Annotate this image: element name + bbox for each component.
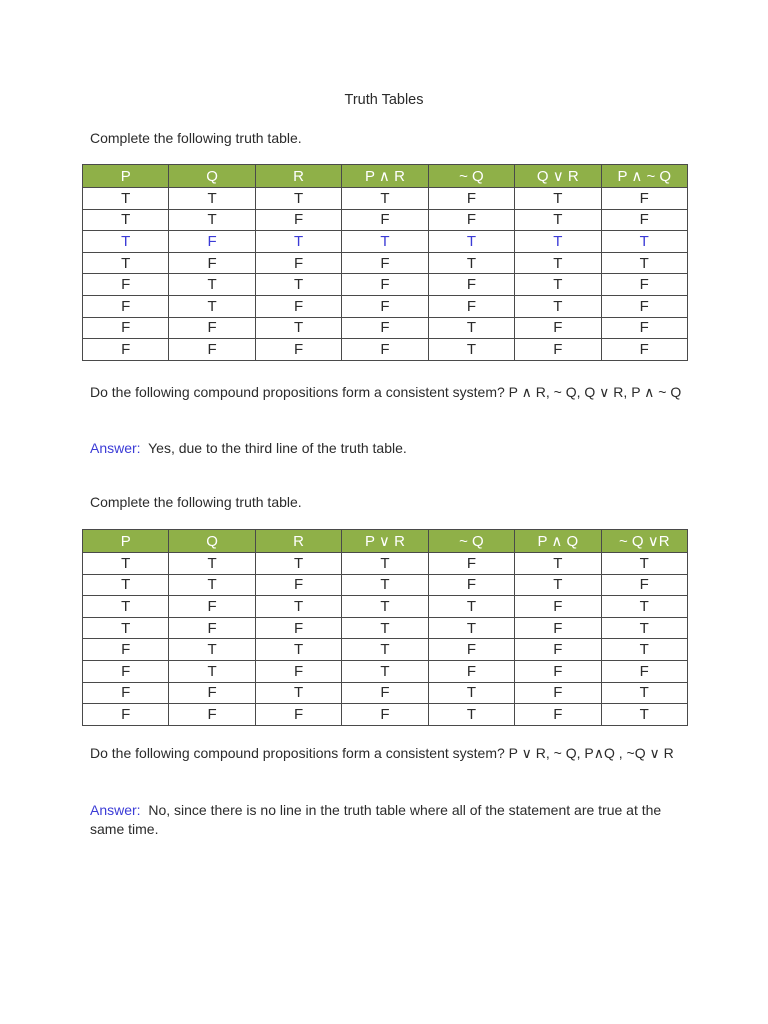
- table-cell: T: [169, 209, 255, 231]
- table-cell: T: [601, 231, 687, 253]
- answer-1: [90, 439, 690, 458]
- table-header-row: [83, 530, 688, 553]
- table-row: [83, 617, 688, 639]
- table-cell: T: [342, 188, 428, 210]
- table-cell: F: [601, 574, 687, 596]
- table-cell: F: [515, 639, 601, 661]
- table-row: [83, 596, 688, 618]
- table-cell: F: [83, 339, 169, 361]
- table-cell: T: [169, 639, 255, 661]
- table-cell: F: [255, 252, 341, 274]
- table-cell: F: [428, 660, 514, 682]
- table-cell: F: [83, 660, 169, 682]
- table-cell: T: [255, 231, 341, 253]
- instruction-1: Complete the following truth table.: [90, 130, 302, 146]
- table-cell: T: [428, 339, 514, 361]
- table-row: [83, 339, 688, 361]
- answer-label: Answer:: [90, 802, 141, 818]
- answer-text: Yes, due to the third line of the truth table.: [140, 440, 407, 456]
- page-title: Truth Tables: [344, 92, 424, 108]
- table-cell: F: [83, 682, 169, 704]
- table-cell: F: [342, 252, 428, 274]
- table-cell: T: [601, 639, 687, 661]
- column-header: P ∧ R: [342, 165, 428, 188]
- table-cell: T: [428, 317, 514, 339]
- instruction-2: Complete the following truth table.: [90, 494, 302, 510]
- table-row: [83, 660, 688, 682]
- table-row: [83, 188, 688, 210]
- table-cell: F: [255, 295, 341, 317]
- truth-table-2: [82, 529, 688, 726]
- table-cell: T: [601, 596, 687, 618]
- table-cell: T: [515, 553, 601, 575]
- table-row: [83, 295, 688, 317]
- table-cell: T: [515, 231, 601, 253]
- table-cell: F: [169, 317, 255, 339]
- column-header: ~ Q: [428, 530, 514, 553]
- table-cell: T: [255, 682, 341, 704]
- table-cell: F: [601, 209, 687, 231]
- table-cell: F: [169, 252, 255, 274]
- table-cell: F: [342, 704, 428, 726]
- question-1: Do the following compound propositions form a consistent system? P ∧ R, ~ Q, Q ∨ R, P ∧ ~ Q: [90, 384, 682, 400]
- table-cell: T: [342, 231, 428, 253]
- table-cell: T: [601, 704, 687, 726]
- column-header: R: [255, 530, 341, 553]
- table-cell: F: [255, 574, 341, 596]
- table-cell: T: [515, 252, 601, 274]
- table-cell: T: [515, 574, 601, 596]
- table-cell: F: [601, 317, 687, 339]
- table-cell: F: [169, 704, 255, 726]
- table-cell: T: [169, 660, 255, 682]
- table-cell: F: [515, 682, 601, 704]
- table-cell: T: [342, 553, 428, 575]
- table-cell: F: [428, 553, 514, 575]
- table-cell: F: [601, 188, 687, 210]
- table-cell: F: [428, 209, 514, 231]
- table-cell: T: [342, 596, 428, 618]
- table-cell: F: [515, 660, 601, 682]
- table-cell: T: [601, 252, 687, 274]
- table-cell: T: [515, 274, 601, 296]
- table-cell: T: [428, 252, 514, 274]
- table-cell: F: [169, 682, 255, 704]
- table-row: [83, 209, 688, 231]
- table-cell: F: [342, 295, 428, 317]
- table-cell: F: [601, 295, 687, 317]
- table-cell: F: [515, 617, 601, 639]
- answer-label: Answer:: [90, 440, 141, 456]
- table-cell: T: [428, 682, 514, 704]
- table-cell: T: [428, 617, 514, 639]
- table-cell: F: [515, 596, 601, 618]
- table-cell: T: [169, 274, 255, 296]
- table-cell: T: [342, 574, 428, 596]
- table-cell: T: [255, 553, 341, 575]
- question-2: Do the following compound propositions form a consistent system? P ∨ R, ~ Q, P∧Q , ~Q ∨ R: [90, 745, 674, 761]
- table-cell: F: [83, 639, 169, 661]
- column-header: ~ Q ∨R: [601, 530, 687, 553]
- column-header: P ∧ Q: [515, 530, 601, 553]
- table-cell: F: [342, 339, 428, 361]
- table-cell: T: [428, 596, 514, 618]
- table-cell: F: [169, 596, 255, 618]
- column-header: Q ∨ R: [515, 165, 601, 188]
- table-cell: T: [83, 553, 169, 575]
- column-header: Q: [169, 530, 255, 553]
- column-header: P ∧ ~ Q: [601, 165, 687, 188]
- table-cell: T: [83, 188, 169, 210]
- table-row: [83, 252, 688, 274]
- table-cell: T: [342, 660, 428, 682]
- table-cell: F: [255, 617, 341, 639]
- table-cell: F: [342, 317, 428, 339]
- table-row: [83, 639, 688, 661]
- table-cell: F: [428, 188, 514, 210]
- table-cell: T: [83, 596, 169, 618]
- table-cell: F: [601, 660, 687, 682]
- table-cell: T: [169, 188, 255, 210]
- table-cell: F: [83, 317, 169, 339]
- table-cell: F: [255, 339, 341, 361]
- table-cell: F: [169, 231, 255, 253]
- table-cell: F: [428, 574, 514, 596]
- column-header: P: [83, 165, 169, 188]
- table-cell: T: [83, 231, 169, 253]
- table-cell: T: [601, 682, 687, 704]
- table-cell: T: [428, 704, 514, 726]
- table-cell: F: [515, 339, 601, 361]
- table-cell: F: [428, 639, 514, 661]
- table-cell: T: [169, 574, 255, 596]
- table-cell: F: [169, 339, 255, 361]
- table-cell: F: [601, 339, 687, 361]
- table-row: [83, 317, 688, 339]
- column-header: ~ Q: [428, 165, 514, 188]
- table-cell: T: [515, 209, 601, 231]
- table-cell: T: [515, 295, 601, 317]
- table-cell: F: [342, 209, 428, 231]
- table-cell: F: [515, 704, 601, 726]
- table-cell: T: [342, 617, 428, 639]
- column-header: P: [83, 530, 169, 553]
- table-cell: F: [83, 274, 169, 296]
- table-row: [83, 274, 688, 296]
- answer-text: No, since there is no line in the truth table where all of the statement are true at the same time.: [90, 802, 666, 837]
- table-cell: T: [83, 209, 169, 231]
- table-cell: T: [255, 596, 341, 618]
- table-cell: T: [83, 574, 169, 596]
- column-header: R: [255, 165, 341, 188]
- table-row: [83, 553, 688, 575]
- table-row: [83, 574, 688, 596]
- table-cell: T: [255, 317, 341, 339]
- table-cell: F: [83, 704, 169, 726]
- table-cell: T: [83, 617, 169, 639]
- table-cell: F: [255, 209, 341, 231]
- table-cell: F: [601, 274, 687, 296]
- table-cell: F: [83, 295, 169, 317]
- table-row: [83, 231, 688, 253]
- table-cell: T: [601, 617, 687, 639]
- table-cell: T: [601, 553, 687, 575]
- table-cell: T: [428, 231, 514, 253]
- table-cell: T: [169, 295, 255, 317]
- table-cell: F: [428, 274, 514, 296]
- table-cell: T: [169, 553, 255, 575]
- answer-2: [90, 801, 690, 839]
- column-header: P ∨ R: [342, 530, 428, 553]
- table-cell: T: [255, 188, 341, 210]
- table-cell: F: [342, 682, 428, 704]
- table-cell: F: [255, 704, 341, 726]
- table-cell: F: [515, 317, 601, 339]
- column-header: Q: [169, 165, 255, 188]
- table-cell: F: [169, 617, 255, 639]
- table-cell: T: [255, 639, 341, 661]
- table-header-row: [83, 165, 688, 188]
- table-cell: F: [428, 295, 514, 317]
- table-row: [83, 682, 688, 704]
- table-cell: F: [342, 274, 428, 296]
- table-cell: F: [255, 660, 341, 682]
- truth-table-1: [82, 164, 688, 361]
- table-cell: T: [255, 274, 341, 296]
- table-row: [83, 704, 688, 726]
- table-cell: T: [83, 252, 169, 274]
- table-cell: T: [342, 639, 428, 661]
- table-cell: T: [515, 188, 601, 210]
